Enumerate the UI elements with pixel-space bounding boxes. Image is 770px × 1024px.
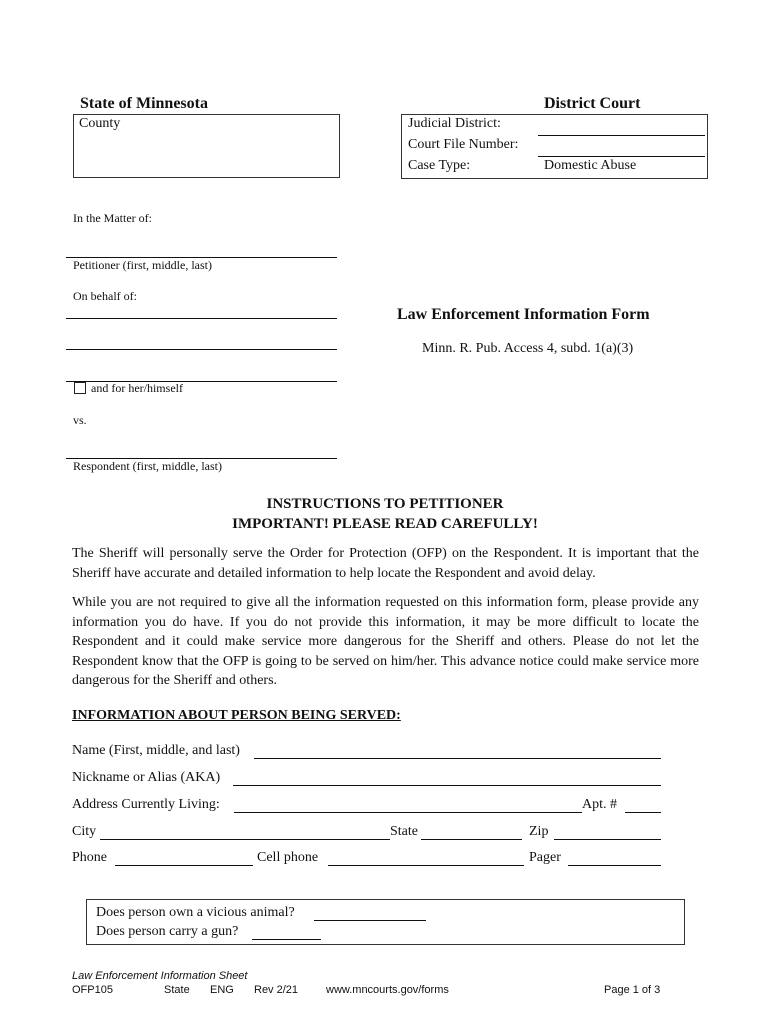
nickname-field[interactable] (233, 771, 661, 786)
on-behalf-of-field-3[interactable] (66, 367, 337, 382)
gun-field[interactable] (252, 925, 321, 940)
county-field[interactable] (80, 152, 330, 166)
form-title: Law Enforcement Information Form (397, 306, 650, 323)
footer-revision: Rev 2/21 (254, 984, 299, 996)
respondent-name-field[interactable] (66, 444, 337, 459)
apt-label: Apt. # (582, 797, 617, 812)
case-type-value: Domestic Abuse (544, 158, 637, 173)
state-title: State of Minnesota (80, 95, 208, 112)
petitioner-name-field[interactable] (66, 243, 337, 258)
court-file-number-label: Court File Number: (408, 137, 519, 152)
case-type-label: Case Type: (408, 158, 471, 173)
judicial-district-label: Judicial District: (408, 116, 501, 131)
county-label: County (79, 116, 121, 131)
city-label: City (72, 824, 97, 839)
pager-label: Pager (529, 850, 561, 865)
footer-form-code: OFP105 (72, 984, 113, 996)
important-heading: IMPORTANT! PLEASE READ CAREFULLY! (232, 516, 538, 532)
instructions-heading: INSTRUCTIONS TO PETITIONER (266, 496, 504, 512)
nickname-label: Nickname or Alias (AKA) (72, 770, 221, 785)
apt-field[interactable] (625, 798, 661, 813)
name-field[interactable] (254, 744, 661, 759)
vicious-animal-question: Does person own a vicious animal? (96, 905, 295, 920)
footer-url[interactable]: www.mncourts.gov/forms (326, 984, 449, 996)
cell-phone-label: Cell phone (257, 850, 319, 865)
court-title: District Court (544, 95, 641, 112)
instructions-paragraph-1: The Sheriff will personally serve the Order for Protection (OFP) on the Respondent. It is important that the Sheriff have accurate and detailed information to help locate the Respondent and avoid delay. (72, 546, 699, 581)
footer-state: State (164, 984, 190, 996)
on-behalf-of-label: On behalf of: (73, 289, 137, 303)
zip-label: Zip (529, 824, 549, 839)
section-heading: INFORMATION ABOUT PERSON BEING SERVED: (72, 708, 401, 723)
footer-sheet-title: Law Enforcement Information Sheet (72, 970, 248, 982)
self-checkbox[interactable] (74, 382, 86, 394)
footer-page-number: Page 1 of 3 (604, 984, 661, 996)
respondent-label: Respondent (first, middle, last) (73, 459, 222, 473)
phone-label: Phone (72, 850, 107, 865)
state-label: State (390, 824, 418, 839)
address-field[interactable] (234, 798, 582, 813)
instructions-paragraph-2: While you are not required to give all the information requested on this information form, please provide any information you do have. If you do not provide this information, it may be more difficult to locate the Respondent and it could make service more dangerous for the Sheriff and others. Please do not let the Respondent know that the OFP is going to be served on him/her. This advance notice could make service more dangerous for the Sheriff and others. (72, 595, 699, 688)
state-field[interactable] (421, 825, 522, 840)
pager-field[interactable] (568, 851, 661, 866)
in-matter-of-label: In the Matter of: (73, 211, 152, 225)
judicial-district-field[interactable] (538, 121, 705, 136)
cell-phone-field[interactable] (328, 851, 524, 866)
form-citation: Minn. R. Pub. Access 4, subd. 1(a)(3) (422, 341, 634, 356)
self-checkbox-label: and for her/himself (91, 381, 183, 395)
name-label: Name (First, middle, and last) (72, 743, 240, 758)
court-file-number-field[interactable] (538, 142, 705, 157)
zip-field[interactable] (554, 825, 661, 840)
vs-label: vs. (73, 413, 87, 427)
gun-question: Does person carry a gun? (96, 924, 239, 939)
vicious-animal-field[interactable] (314, 906, 426, 921)
address-label: Address Currently Living: (72, 797, 220, 812)
petitioner-label: Petitioner (first, middle, last) (73, 258, 212, 272)
footer-language: ENG (210, 984, 234, 996)
on-behalf-of-field-2[interactable] (66, 335, 337, 350)
city-field[interactable] (100, 825, 390, 840)
phone-field[interactable] (115, 851, 253, 866)
on-behalf-of-field-1[interactable] (66, 304, 337, 319)
